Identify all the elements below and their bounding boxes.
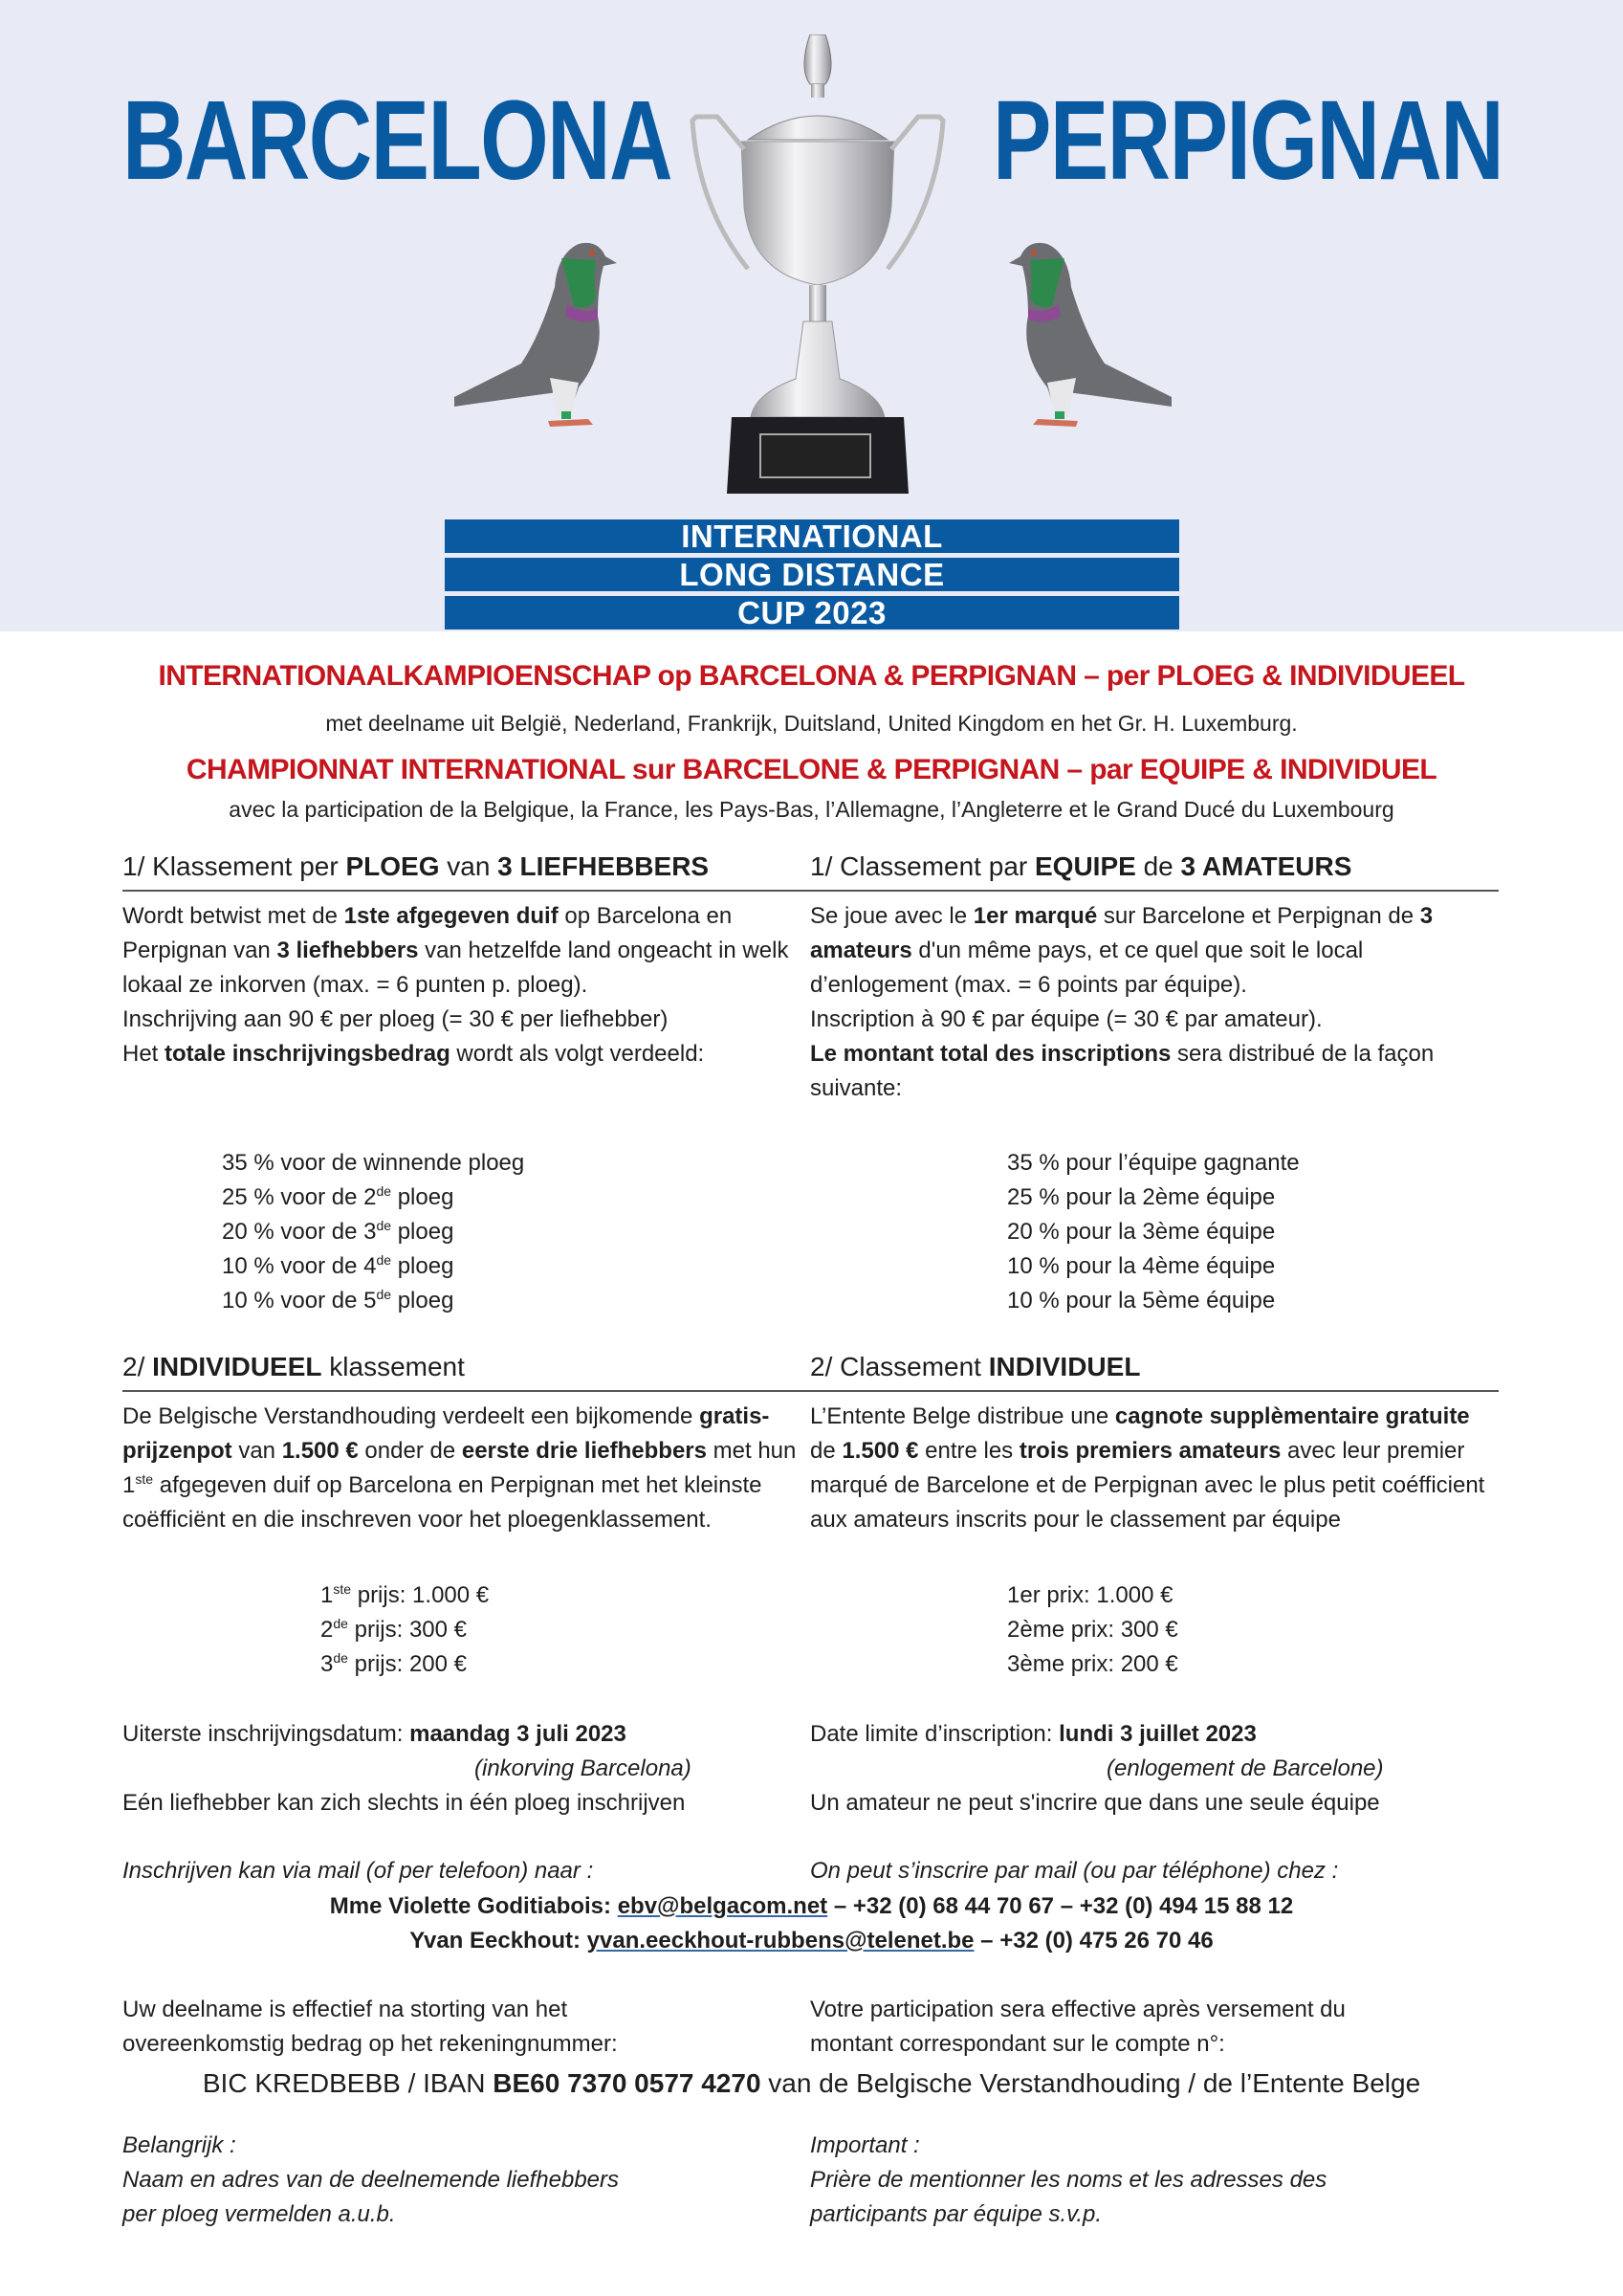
phone-numbers: – +32 (0) 68 44 70 67 – +32 (0) 494 15 88 12 (827, 1893, 1294, 1919)
section2-nl (122, 1352, 811, 1537)
nl-main-title: INTERNATIONAALKAMPIOENSCHAP op BARCELONA & PERPIGNAN – per PLOEG & INDIVIDUEEL (158, 660, 1465, 692)
title-perpignan: PERPIGNAN (993, 77, 1503, 204)
deadline-nl (122, 1717, 792, 1821)
body-bold: 3 liefhebbers (276, 938, 419, 963)
section1-fr-heading (810, 851, 1499, 892)
deadline-fr (810, 1717, 1499, 1821)
list-item: 1er prix: 1.000 € (1007, 1582, 1173, 1608)
important-fr (810, 2129, 1346, 2232)
body-bold: totale inschrijvingsbedrag (164, 1041, 450, 1067)
heading-bold: PLOEG (345, 851, 440, 881)
fr-subtitle: avec la participation de la Belgique, la France, les Pays-Bas, l’Allemagne, l’Angleterre et le Grand Ducé du Luxembourg (229, 797, 1394, 822)
prize-list-fr (1007, 1578, 1178, 1682)
deadline-label: Uiterste inschrijvingsdatum: (122, 1721, 410, 1747)
list-item: 25 % voor de 2de ploeg (222, 1183, 454, 1210)
trophy-icon (689, 34, 947, 503)
body-bold: 1er marqué (973, 903, 1098, 929)
heading-text: 1/ Classement par (810, 851, 1035, 881)
section2-fr-heading (810, 1352, 1499, 1392)
distribution-list-fr (1007, 1146, 1300, 1318)
deadline-label: Date limite d’inscription: (810, 1721, 1060, 1747)
banner-line-1: INTERNATIONAL (445, 519, 1179, 553)
body-bold: Le montant total des inscriptions (810, 1041, 1172, 1067)
list-item: 3de prijs: 200 € (320, 1650, 468, 1677)
bank-details (0, 2068, 1623, 2099)
section1-nl-heading (122, 851, 811, 892)
phone-numbers: – +32 (0) 475 26 70 46 (974, 1928, 1214, 1954)
body-text: Se joue avec le (810, 903, 974, 929)
heading-text: 1/ Klassement per (122, 851, 346, 881)
list-item: 3ème prix: 200 € (1007, 1651, 1178, 1677)
banner-line-2: LONG DISTANCE (445, 558, 1179, 591)
contact-person-1 (0, 1889, 1623, 1924)
contact-intro-nl: Inschrijven kan via mail (of per telefoon) naar : (122, 1858, 594, 1884)
fee-text: Inscription à 90 € par équipe (= 30 € par amateur). (810, 1006, 1323, 1032)
email-link[interactable]: ebv@belgacom.net (617, 1893, 828, 1919)
important-heading: Belangrijk : (122, 2132, 236, 2158)
pigeon-left-icon (435, 220, 646, 440)
body-bold: 3 amateurs (810, 903, 1434, 963)
distribution-list-nl (222, 1146, 524, 1318)
body-text: sera distribué de la façon suivante: (810, 1041, 1435, 1101)
banner-line-3: CUP 2023 (445, 596, 1179, 629)
section2-nl-body: De Belgische Verstandhouding verdeelt een bijkomende gratis-prijzenpot van 1.500 € onder de eerste drie liefhebbers met hun 1ste afgegeven duif op Barcelona en Perpignan met het kleinste coëfficiënt en die inschreven voor het ploegenklassement. (122, 1403, 797, 1533)
fr-main-title: CHAMPIONNAT INTERNATIONAL sur BARCELONE & PERPIGNAN – par EQUIPE & INDIVIDUEL (186, 754, 1437, 785)
iban-number: BE60 7370 0577 4270 (493, 2068, 761, 2098)
prize-list-nl (320, 1578, 489, 1682)
body-text: wordt als volgt verdeeld: (450, 1041, 705, 1067)
payment-fr: Votre participation sera effective après versement du montant correspondant sur le compte n°: (810, 1997, 1346, 2057)
contact-name: Yvan Eeckhout: (409, 1928, 587, 1954)
header-banner (0, 0, 1623, 631)
body-text: van hetzelfde land ongeacht in welk lokaal ze inkorven (max. = 6 punten p. ploeg). (122, 938, 789, 998)
list-item: 10 % pour la 5ème équipe (1007, 1288, 1276, 1314)
deadline-note: (inkorving Barcelona) (474, 1755, 691, 1781)
section2-fr-body: L’Entente Belge distribue une cagnote supplèmentaire gratuite de 1.500 € entre les trois premiers amateurs avec leur premier marqué de Barcelone et de Perpignan avec le plus petit coéfficient aux amateurs inscrits pour le classement par équipe (810, 1403, 1485, 1533)
pigeon-right-icon (980, 220, 1191, 440)
deadline-date: maandag 3 juli 2023 (409, 1721, 626, 1747)
list-item: 10 % pour la 4ème équipe (1007, 1253, 1276, 1279)
payment-nl: Uw deelname is effectief na storting van het overeenkomstig bedrag op het rekeningnummer: (122, 1997, 618, 2057)
heading-bold: EQUIPE (1035, 851, 1136, 881)
heading-bold: INDIVIDUEEL (152, 1352, 322, 1381)
deadline-rule: Eén liefhebber kan zich slechts in één ploeg inschrijven (122, 1790, 686, 1816)
fee-text: Inschrijving aan 90 € per ploeg (= 30 € per liefhebber) (122, 1006, 669, 1032)
list-item: 2de prijs: 300 € (320, 1616, 468, 1643)
heading-text: 2/ Classement (810, 1352, 989, 1381)
contact-intro-fr: On peut s’inscrire par mail (ou par téléphone) chez : (810, 1858, 1339, 1884)
heading-bold: 3 LIEFHEBBERS (497, 851, 710, 881)
list-item: 1ste prijs: 1.000 € (320, 1581, 490, 1608)
body-text: Wordt betwist met de (122, 903, 344, 929)
list-item: 2ème prix: 300 € (1007, 1617, 1178, 1643)
section1-fr-body (810, 899, 1499, 1106)
nl-subtitle: met deelname uit België, Nederland, Frankrijk, Duitsland, United Kingdom en het Gr. H. Luxemburg. (325, 711, 1298, 736)
deadline-rule: Un amateur ne peut s'incrire que dans une seule équipe (810, 1790, 1380, 1816)
important-heading: Important : (810, 2132, 920, 2158)
email-link[interactable]: yvan.eeckhout-rubbens@telenet.be (586, 1928, 975, 1954)
heading-text: de (1135, 851, 1181, 881)
list-item: 20 % pour la 3ème équipe (1007, 1219, 1276, 1245)
section1-nl-body (122, 899, 811, 1071)
bic-text: BIC KREDBEBB / IBAN (202, 2068, 493, 2098)
heading-text: van (439, 851, 498, 881)
heading-bold: 3 AMATEURS (1180, 851, 1352, 881)
section2-fr (810, 1352, 1499, 1537)
important-text: Naam en adres van de deelnemende liefhebbers per ploeg vermelden a.u.b. (122, 2167, 620, 2227)
important-nl (122, 2129, 658, 2232)
body-text: sur Barcelone et Perpignan de (1097, 903, 1420, 929)
deadline-note: (enlogement de Barcelone) (1107, 1755, 1384, 1781)
important-text: Prière de mentionner les noms et les adresses des participants par équipe s.v.p. (810, 2167, 1327, 2227)
body-bold: 1ste afgegeven duif (343, 903, 559, 929)
list-item: 20 % voor de 3de ploeg (222, 1218, 454, 1245)
list-item: 25 % pour la 2ème équipe (1007, 1184, 1276, 1210)
section1-fr (810, 851, 1499, 1106)
list-item: 10 % voor de 4de ploeg (222, 1252, 454, 1279)
contact-name: Mme Violette Goditiabois: (329, 1893, 618, 1919)
body-text: Het (122, 1041, 165, 1067)
heading-text: 2/ (122, 1352, 153, 1381)
section1-nl (122, 851, 811, 1071)
section2-nl-heading (122, 1352, 811, 1392)
list-item: 35 % voor de winnende ploeg (222, 1150, 525, 1176)
body-text: d'un même pays, et ce quel que soit le local d’enlogement (max. = 6 points par équipe). (810, 938, 1364, 998)
heading-text: klassement (321, 1352, 465, 1381)
body-text: op Barcelona en Perpignan van (122, 903, 733, 963)
list-item: 10 % voor de 5de ploeg (222, 1287, 454, 1314)
heading-bold: INDIVIDUEL (988, 1352, 1141, 1381)
title-barcelona: BARCELONA (122, 77, 671, 204)
bank-holder: van de Belgische Verstandhouding / de l’Entente Belge (760, 2068, 1421, 2098)
contact-person-2 (0, 1924, 1623, 1958)
list-item: 35 % pour l’équipe gagnante (1007, 1150, 1300, 1176)
deadline-date: lundi 3 juillet 2023 (1059, 1721, 1257, 1747)
